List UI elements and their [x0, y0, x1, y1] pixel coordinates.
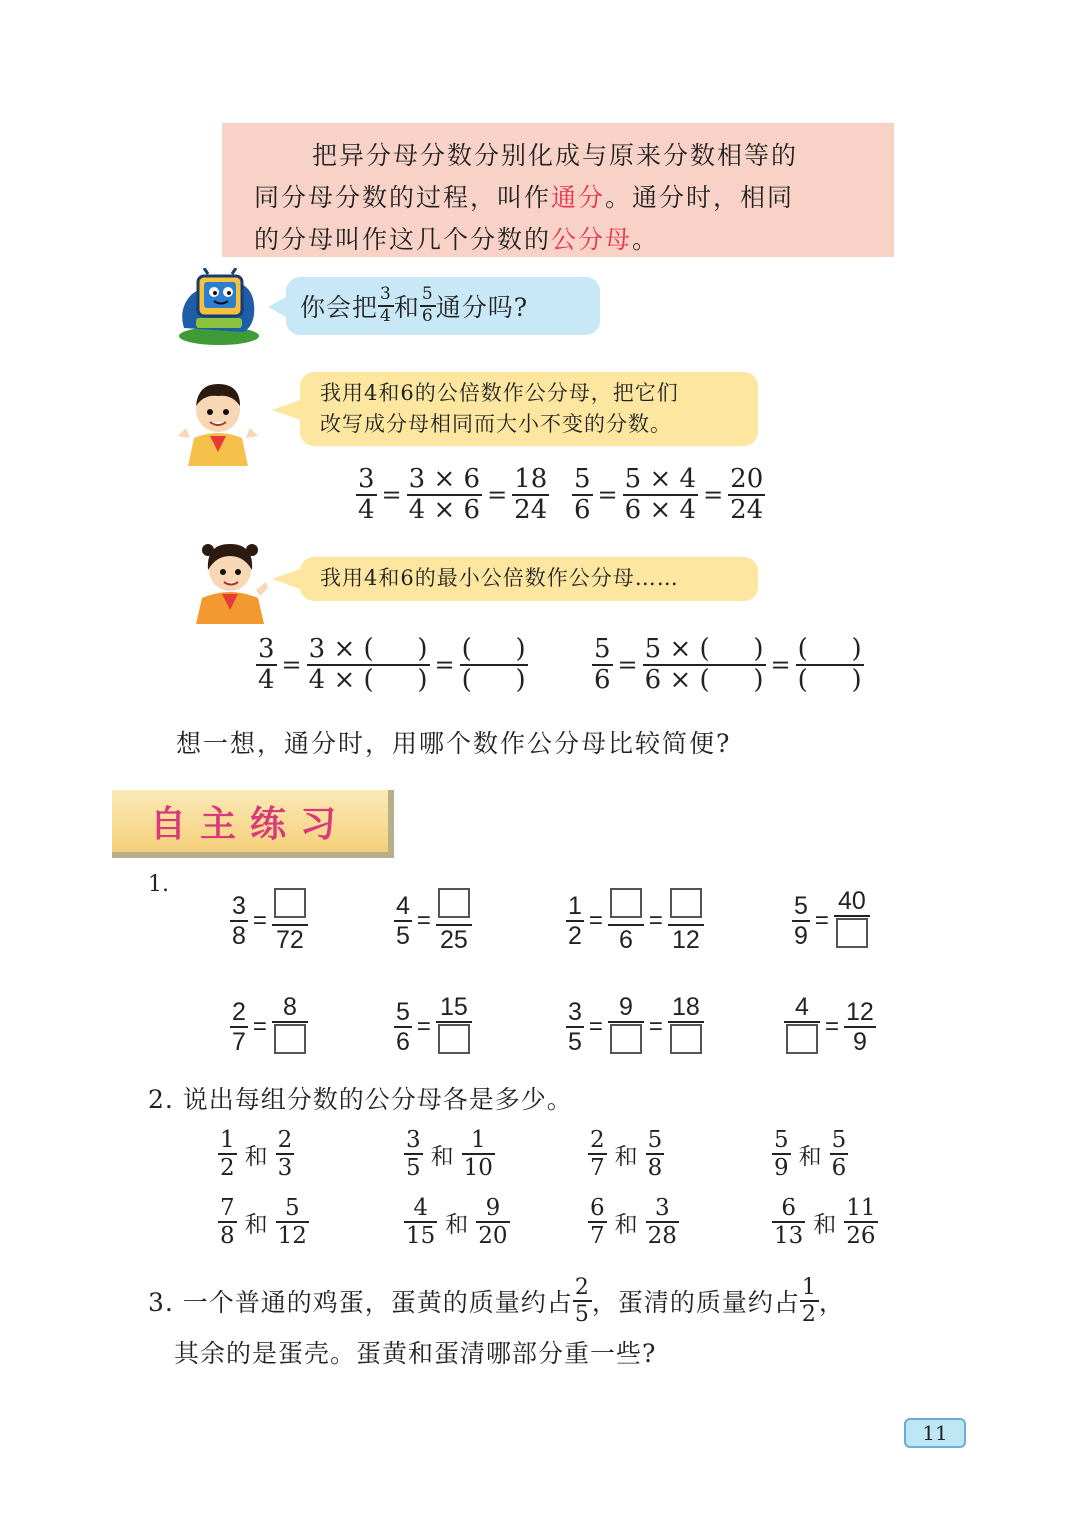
- ex3-fraction-yolk: $\frac{2}{5}$: [574, 1275, 590, 1328]
- think-question: 想一想，通分时，用哪个数作公分母比较简便?: [176, 729, 732, 758]
- question-and: 和: [393, 293, 420, 322]
- ex2-label: 2. 说出每组分数的公分母各是多少。: [148, 1085, 573, 1114]
- question-fraction-1: $\frac{3}{4}$: [380, 284, 392, 326]
- ex1-item: $\frac{3}{5}$ = 9 = 18: [566, 994, 704, 1060]
- ex1-item: $\frac{5}{9}$ = 40: [792, 888, 870, 954]
- ex2-pair: $\frac{3}{5}$ 和 $\frac{1}{10}$: [406, 1127, 493, 1182]
- girl-equation-a: $\frac{3}{4}$ = 3 × ( ) 4 × ( ) = ( ) ( ): [258, 634, 526, 696]
- definition-box: [222, 123, 894, 257]
- answer-box[interactable]: [274, 888, 306, 918]
- ex3-line-1: 3. 一个普通的鸡蛋，蛋黄的质量约占 $\frac{2}{5}$ ，蛋清的质量约占 $\frac{1}{2}$ ，: [148, 1275, 845, 1328]
- ex1-item: 4 = $\frac{12}{9}$: [784, 994, 876, 1060]
- question-suffix: 通分吗?: [435, 293, 529, 322]
- ex1-item: $\frac{4}{5}$ = 25: [394, 888, 472, 954]
- boy-equation-a: $\frac{3}{4}$ = $\frac{3 \times 6}{4 \times 6}$ = $\frac{18}{24}$: [358, 464, 548, 526]
- question-prefix: 你会把: [300, 293, 379, 322]
- answer-box[interactable]: [786, 1024, 818, 1054]
- answer-box[interactable]: [610, 1024, 642, 1054]
- page-number: 11: [904, 1418, 966, 1448]
- ex2-pair: $\frac{7}{8}$ 和 $\frac{5}{12}$: [220, 1195, 307, 1250]
- boy-equation-b: $\frac{5}{6}$ = $\frac{5 \times 4}{6 \times 4}$ = $\frac{20}{24}$: [574, 464, 764, 526]
- boy-speech-bubble: [300, 372, 758, 446]
- question-fraction-2: $\frac{5}{6}$: [421, 284, 434, 326]
- answer-box[interactable]: [670, 1024, 702, 1054]
- answer-box[interactable]: [670, 888, 702, 918]
- ex2-pair: $\frac{6}{7}$ 和 $\frac{3}{28}$: [590, 1195, 677, 1250]
- ex1-label: 1.: [148, 872, 169, 897]
- girl-speech-bubble: [300, 557, 758, 601]
- ex1-item: $\frac{2}{7}$ = 8: [230, 994, 308, 1060]
- girl-character-icon: [190, 536, 272, 624]
- ex1-item: $\frac{5}{6}$ = 15: [394, 994, 472, 1060]
- ex1-item: $\frac{3}{8}$ = 72: [230, 888, 308, 954]
- ex3-fraction-white: $\frac{1}{2}$: [801, 1275, 817, 1328]
- ex2-pair: $\frac{6}{13}$ 和 $\frac{11}{26}$: [774, 1195, 876, 1250]
- answer-box[interactable]: [610, 888, 642, 918]
- boy-bubble-line-2: 改写成分母相同而大小不变的分数。: [320, 412, 672, 436]
- question-bubble: [286, 277, 600, 335]
- answer-box[interactable]: [836, 918, 868, 948]
- term-gongfenmu: 公分母: [551, 225, 633, 254]
- definition-line-3: 的分母叫作这几个分数的公分母。: [254, 225, 660, 254]
- answer-box[interactable]: [438, 888, 470, 918]
- ex3-line-2: 其余的是蛋壳。蛋黄和蛋清哪部分重一些?: [174, 1339, 657, 1368]
- section-header: [112, 790, 394, 858]
- boy-character-icon: [172, 376, 264, 466]
- section-title: 自主练习: [149, 803, 350, 845]
- definition-line-2: 同分母分数的过程，叫作通分。通分时，相同: [254, 183, 795, 212]
- ex2-pair: $\frac{2}{7}$ 和 $\frac{5}{8}$: [590, 1127, 663, 1182]
- ex2-pair: $\frac{4}{15}$ 和 $\frac{9}{20}$: [406, 1195, 508, 1250]
- ex2-pair: $\frac{1}{2}$ 和 $\frac{2}{3}$: [220, 1127, 293, 1182]
- answer-box[interactable]: [438, 1024, 470, 1054]
- term-tongfen: 通分: [551, 183, 606, 212]
- definition-line-1: 把异分母分数分别化成与原来分数相等的: [312, 141, 799, 170]
- ex1-item: $\frac{1}{2}$ = 6 = 12: [566, 888, 704, 954]
- girl-equation-b: $\frac{5}{6}$ = 5 × ( ) 6 × ( ) = ( ) ( ): [594, 634, 862, 696]
- ex2-pair: $\frac{5}{9}$ 和 $\frac{5}{6}$: [774, 1127, 847, 1182]
- girl-bubble-text: 我用4和6的最小公倍数作公分母……: [320, 566, 679, 590]
- boy-bubble-line-1: 我用4和6的公倍数作公分母，把它们: [320, 381, 679, 405]
- answer-box[interactable]: [274, 1024, 306, 1054]
- computer-mascot-icon: [174, 268, 264, 346]
